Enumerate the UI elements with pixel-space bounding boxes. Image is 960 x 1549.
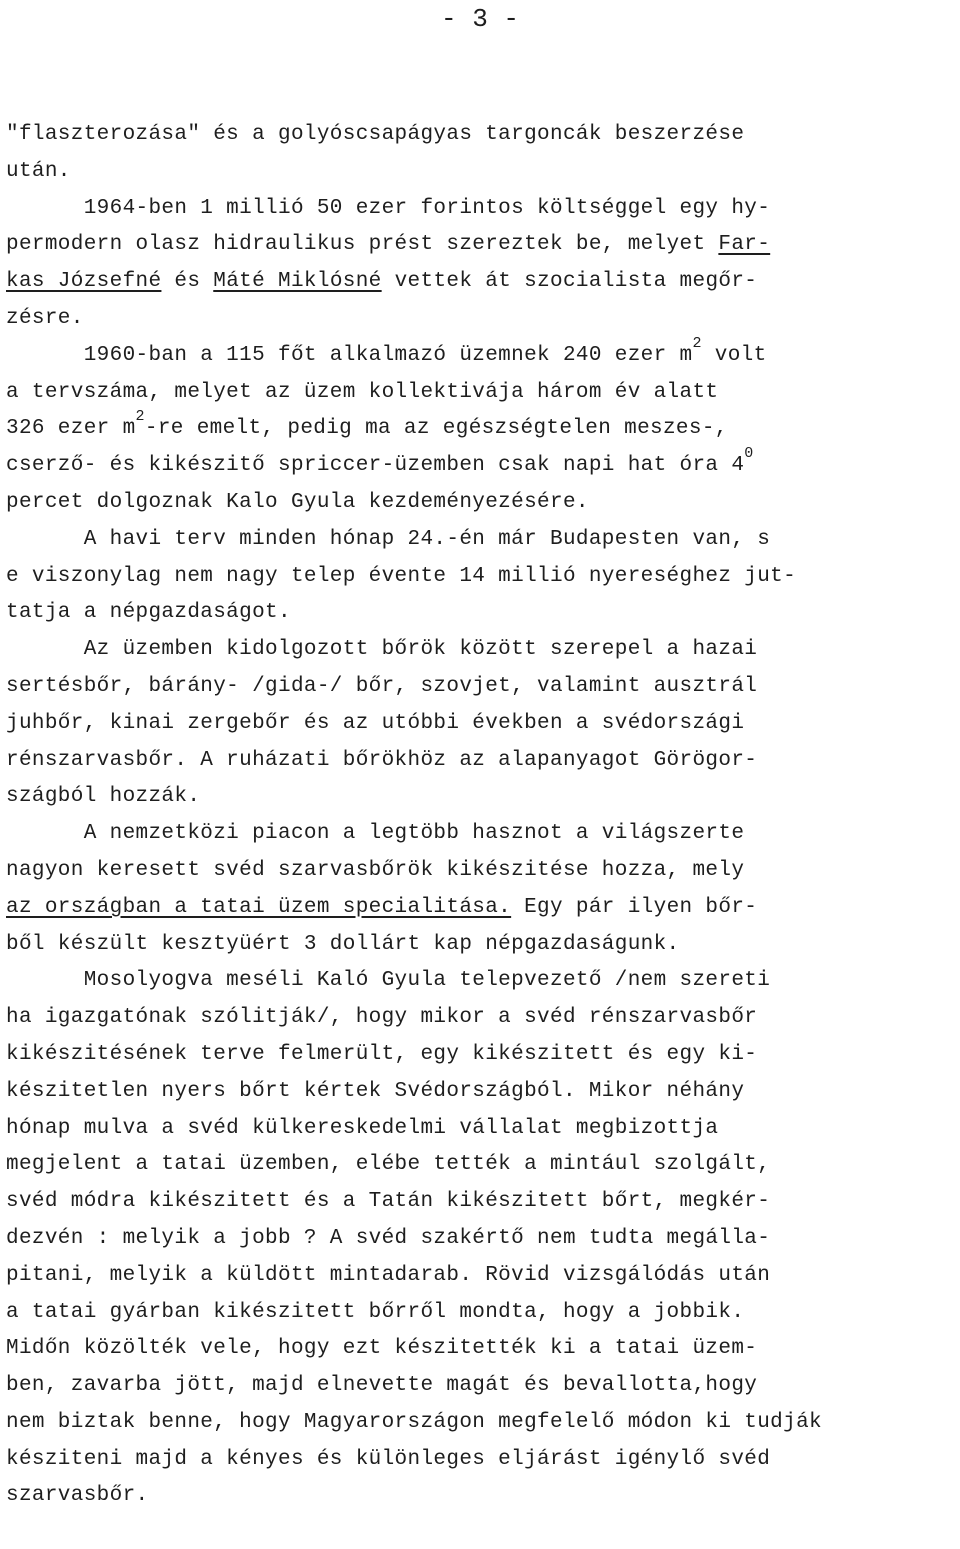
text-segment: késziteni majd a kényes és különleges eljárást igénylő svéd [6,1447,771,1471]
text-segment: tatja a népgazdaságot. [6,601,291,625]
text-line [6,743,956,780]
text-segment: Midőn közölték vele, hogy ezt készitették ki a tatai üzem- [6,1337,758,1361]
text-line [6,853,956,890]
text-line [6,595,956,632]
text-segment: Mosolyogva meséli Kaló Gyula telepvezető /nem szereti [6,969,771,993]
text-line [6,301,956,338]
text-line [6,334,956,375]
text-line [6,1258,956,1295]
text-segment: és [161,270,214,294]
text-line [6,1147,956,1184]
text-line [6,191,956,228]
text-segment: zésre. [6,306,84,330]
text-segment: -re emelt, pedig ma az egészségtelen meszes-, [144,417,728,441]
text-line [6,1111,956,1148]
text-segment: dezvén : melyik a jobb ? A svéd szakértő nem tudta megálla- [6,1226,771,1250]
underlined-text: Far- [718,233,771,257]
text-segment: nagyon keresett svéd szarvasbőrök kikészitése hozza, mely [6,858,745,882]
typescript-body [6,117,956,1515]
text-line [6,408,956,448]
text-segment: A nemzetközi piacon a legtöbb hasznot a világszerte [6,822,745,846]
text-segment: 1960-ban a 115 főt alkalmazó üzemnek 240 ezer m [6,343,693,367]
text-line [6,816,956,853]
text-segment: ha igazgatónak szólitják/, hogy mikor a svéd rénszarvasbőr [6,1006,758,1030]
text-segment: "flaszterozása" és a golyóscsapágyas targoncák beszerzése [6,123,745,146]
text-segment: pitani, melyik a küldött mintadarab. Rövid vizsgálódás után [6,1263,771,1287]
text-segment: permodern olasz hidraulikus prést szereztek be, melyet [6,233,719,257]
text-segment: percet dolgoznak Kalo Gyula kezdeményezésére. [6,490,589,514]
text-segment: vettek át szocialista megőr- [381,270,758,294]
underlined-text: az országban a tatai üzem specialitása. [6,895,512,919]
text-segment: rénszarvasbőr. A ruházati bőrökhöz az alapanyagot Görögor- [6,748,758,772]
page-number: - 3 - [440,4,519,34]
text-segment: ből készült kesztyüért 3 dollárt kap népgazdaságunk. [6,932,680,956]
text-line [6,264,956,301]
text-segment: szarvasbőr. [6,1484,149,1508]
text-segment: 326 ezer m [6,417,136,441]
text-segment: kikészitésének terve felmerült, egy kikészitett és egy ki- [6,1042,758,1066]
superscript: 2 [692,334,702,352]
text-line [6,1295,956,1332]
text-segment: Egy pár ilyen bőr- [511,895,758,919]
text-line [6,1442,956,1479]
text-line [6,963,956,1000]
text-segment: ben, zavarba jött, majd elnevette magát és bevallotta,hogy [6,1374,758,1398]
text-line [6,154,956,191]
text-segment: Az üzemben kidolgozott bőrök között szerepel a hazai [6,638,758,662]
text-line [6,1221,956,1258]
text-line [6,632,956,669]
text-line [6,227,956,264]
text-line [6,1405,956,1442]
text-line [6,1074,956,1111]
text-segment: sertésbőr, bárány- /gida-/ bőr, szovjet, valamint ausztrál [6,674,758,698]
text-line [6,117,956,154]
text-line [6,927,956,964]
text-line [6,1000,956,1037]
text-line [6,375,956,412]
text-line [6,1184,956,1221]
text-line [6,1368,956,1405]
text-line [6,669,956,706]
text-segment: 1964-ben 1 millió 50 ezer forintos költséggel egy hy- [6,196,771,220]
text-segment: a tatai gyárban kikészitett bőrről mondta, hogy a jobbik. [6,1300,745,1324]
text-line [6,1478,956,1515]
text-line [6,890,956,927]
superscript: 2 [135,408,145,426]
text-segment: a tervszáma, melyet az üzem kollektivája három év alatt [6,380,719,404]
text-line [6,706,956,743]
superscript: 0 [744,445,754,463]
text-segment: juhbőr, kinai zergebőr és az utóbbi években a svédországi [6,711,745,735]
text-line [6,1331,956,1368]
text-segment: szágból hozzák. [6,785,201,809]
text-line [6,445,956,485]
text-segment: A havi terv minden hónap 24.-én már Budapesten van, s [6,527,771,551]
text-segment: svéd módra kikészitett és a Tatán kikészitett bőrt, megkér- [6,1190,771,1214]
text-segment: készitetlen nyers bőrt kértek Svédországból. Mikor néhány [6,1079,745,1103]
text-segment: cserző- és kikészitő spriccer-üzemben csak napi hat óra 4 [6,454,745,478]
text-segment: e viszonylag nem nagy telep évente 14 millió nyereséghez jut- [6,564,797,588]
text-segment: megjelent a tatai üzemben, elébe tették a mintául szolgált, [6,1153,771,1177]
text-line [6,1037,956,1074]
text-segment: nem biztak benne, hogy Magyarországon megfelelő módon ki tudják [6,1410,822,1434]
text-line [6,485,956,522]
text-line [6,522,956,559]
text-line [6,559,956,596]
text-segment: volt [701,343,767,367]
underlined-text: Máté Miklósné [213,270,382,294]
text-segment: után. [6,159,71,183]
text-line [6,779,956,816]
underlined-text: kas Józsefné [6,270,162,294]
text-segment: hónap mulva a svéd külkereskedelmi vállalat megbizottja [6,1116,719,1140]
